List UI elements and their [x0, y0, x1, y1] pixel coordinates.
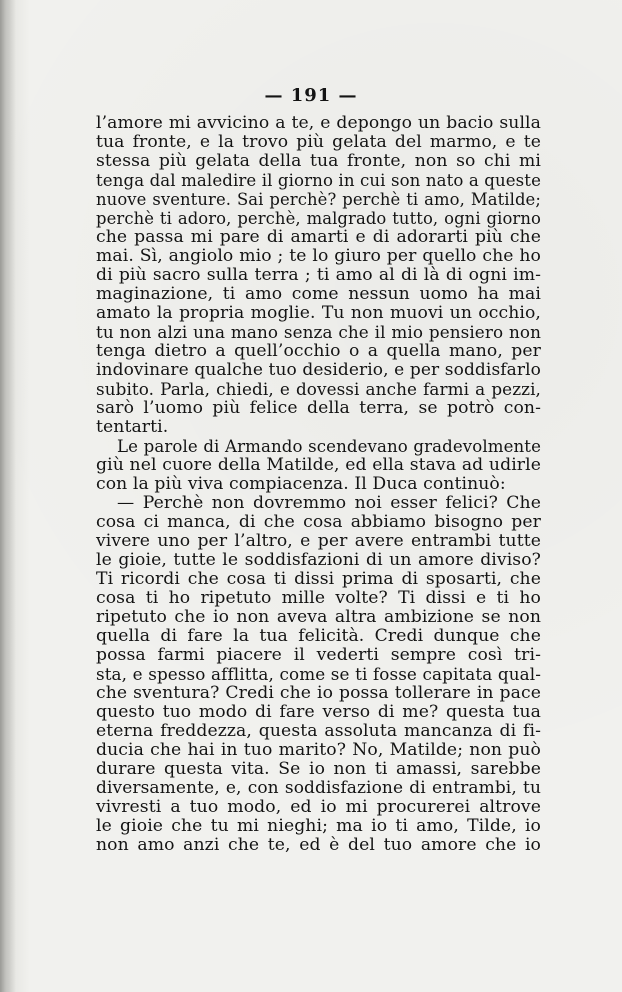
text-line: tenga dal maledire il giorno in cui son nato a queste — [96, 171, 541, 190]
text-line: tua fronte, e la trovo più gelata del marmo, e te — [96, 132, 541, 152]
text-line: che sventura? Credi che io possa tollerare in pace — [96, 683, 541, 703]
text-line: possa farmi piacere il vederti sempre così tri- — [96, 645, 541, 665]
text-line: le gioie, tutte le soddisfazioni di un amore diviso? — [96, 550, 541, 570]
binding-shadow — [0, 0, 16, 992]
body-text — [96, 114, 541, 855]
text-line: di più sacro sulla terra ; ti amo al di là di ogni im- — [96, 265, 541, 285]
text-line: ducia che hai in tuo marito? No, Matilde; non può — [96, 740, 541, 760]
text-line: cosa ti ho ripetuto mille volte? Ti dissi e ti ho — [96, 588, 541, 608]
text-line: questo tuo modo di fare verso di me? questa tua — [96, 702, 541, 722]
text-line: mai. Sì, angiolo mio ; te lo giuro per quello che ho — [96, 246, 541, 266]
text-line: tu non alzi una mano senza che il mio pensiero non — [96, 322, 541, 342]
text-line: nuove sventure. Sai perchè? perchè ti amo, Matilde; — [96, 190, 541, 209]
page-number: — 191 — — [264, 85, 358, 106]
text-line: sarò l’uomo più felice della terra, se potrò con- — [96, 398, 541, 418]
text-line: amato la propria moglie. Tu non muovi un occhio, — [96, 303, 541, 323]
text-line: le gioie che tu mi nieghi; ma io ti amo, Tilde, io — [96, 816, 541, 836]
text-line: perchè ti adoro, perchè, malgrado tutto, ogni giorno — [96, 209, 541, 228]
text-line: vivresti a tuo modo, ed io mi procurerei altrove — [96, 797, 541, 817]
text-line: con la più viva compiacenza. Il Duca continuò: — [96, 474, 506, 494]
text-line: Le parole di Armando scendevano gradevolmente — [117, 437, 541, 456]
text-line: ripetuto che io non aveva altra ambizione se non — [96, 607, 541, 627]
text-line: maginazione, ti amo come nessun uomo ha mai — [96, 284, 541, 304]
text-line: diversamente, e, con soddisfazione di entrambi, tu — [96, 778, 541, 798]
text-line: che passa mi pare di amarti e di adorarti più che — [96, 227, 541, 247]
text-line: — Perchè non dovremmo noi esser felici? Che — [117, 493, 541, 513]
text-line: cosa ci manca, di che cosa abbiamo bisogno per — [96, 512, 541, 532]
text-line: tenga dietro a quell’occhio o a quella mano, per — [96, 341, 541, 361]
text-line: tentarti. — [96, 417, 169, 437]
text-line: subito. Parla, chiedi, e dovessi anche farmi a pezzi, — [96, 379, 541, 399]
text-line: vivere uno per l’altro, e per avere entrambi tutte — [96, 531, 541, 551]
text-line: sta, e spesso afflitta, come se ti fosse capitata qual- — [96, 664, 541, 684]
text-line: indovinare qualche tuo desiderio, e per soddisfarlo — [96, 360, 541, 380]
text-line: l’amore mi avvicino a te, e depongo un bacio sulla — [96, 113, 541, 133]
text-line: giù nel cuore della Matilde, ed ella stava ad udirle — [96, 455, 541, 475]
text-line: stessa più gelata della tua fronte, non so chi mi — [96, 151, 541, 171]
text-line: eterna freddezza, questa assoluta mancanza di fi- — [96, 721, 541, 741]
text-line: non amo anzi che te, ed è del tuo amore che io — [96, 835, 541, 855]
text-line: Ti ricordi che cosa ti dissi prima di sposarti, che — [96, 569, 541, 589]
text-line: quella di fare la tua felicità. Credi dunque che — [96, 626, 541, 646]
text-line: durare questa vita. Se io non ti amassi, sarebbe — [96, 759, 541, 779]
